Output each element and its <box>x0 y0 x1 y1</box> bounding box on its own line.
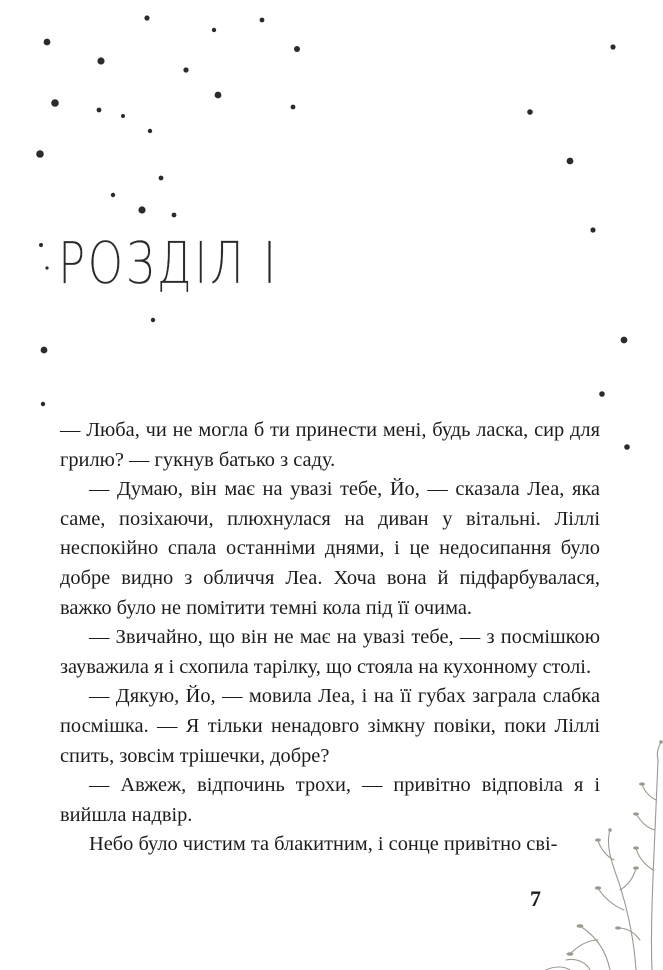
body-text <box>60 416 600 860</box>
page-number: 7 <box>530 886 541 911</box>
paragraph: Небо було чистим та блакитним, і сонце привітно сві- <box>89 833 558 856</box>
paragraph: — Дякую, Йо, — мовила Леа, і на її губах заграла слабка посмішка. — Я тільки ненадовго зімкну повіки, поки Ліллі спить, зовсім трішечки, добре? <box>60 685 600 767</box>
paragraph: — Люба, чи не могла б ти принести мені, будь ласка, сир для грилю? — гукнув батько з саду. <box>60 419 600 471</box>
chapter-title: РОЗДІЛ І <box>58 229 279 297</box>
plant-sketch-icon <box>540 740 663 970</box>
paragraph: — Авжеж, відпочинь трохи, — привітно відповіла я і вийшла надвір. <box>60 774 600 826</box>
paragraph: — Звичайно, що він не має на увазі тебе, — з посмішкою зауважила я і схопила тарілку, що стояла на кухонному столі. <box>60 626 600 678</box>
paragraph: — Думаю, він має на увазі тебе, Йо, — сказала Леа, яка саме, позіхаючи, плюхнулася на диван у вітальні. Ліллі неспокійно спала останніми днями, і це недосипання було добре видно з обличчя Леа. Хоча вона й підфарбувалася, важко було не помітити темні кола під її очима. <box>60 478 600 619</box>
